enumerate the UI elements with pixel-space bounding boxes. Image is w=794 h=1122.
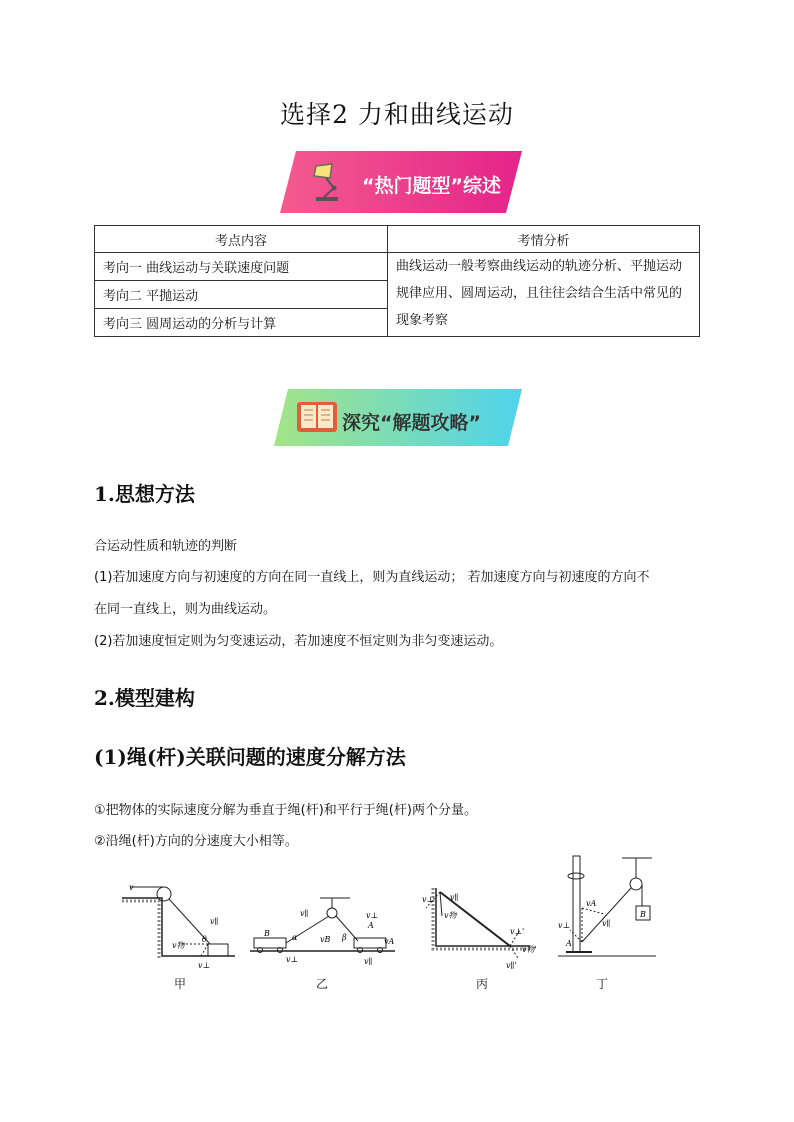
table-header-content: 考点内容 [95,226,388,253]
label-vB: vB [320,935,331,944]
section-heading: 2.模型建构 [94,686,195,710]
table-row: 考向三 圆周运动的分析与计算 [95,309,388,337]
label-v-obj-2: v物' [522,945,537,954]
label-v-perp: v⊥ [198,961,211,970]
figure-jia [120,876,240,980]
label-vA: vA [586,899,597,908]
table-header-analysis: 考情分析 [388,226,700,253]
figure-ding [552,854,662,968]
hot-topics-banner [278,150,524,214]
label-A: A [566,939,572,948]
analysis-cell: 曲线运动一般考察曲线运动的轨迹分析、平抛运动规律应用、圆周运动，且往往会结合生活中常见的现象考察 [388,253,700,337]
paragraph: (2)若加速度恒定则为匀变速运动，若加速度不恒定则为非匀变速运动。 [94,634,503,649]
paragraph: 合运动性质和轨迹的判断 [94,539,238,554]
label-v-obj-1: v物 [444,911,457,920]
label-vA: vA [384,937,395,946]
figure-label: 乙 [316,977,329,991]
label-v-par-2: v∥' [506,961,517,970]
label-beta: β [342,933,347,942]
label-v-perp-2: v⊥' [510,927,525,936]
table-row: 考向一 曲线运动与关联速度问题 [95,253,388,281]
label-v-par: v∥ [210,917,219,926]
exam-points-table [94,225,700,337]
solving-strategies-banner [272,388,524,452]
label-v-perp: v⊥ [558,921,571,930]
banner-title: “热门题型”综述 [362,175,501,197]
label-v-par: v∥ [602,919,611,928]
figure-bing [420,886,540,980]
figure-label: 丁 [596,977,609,991]
label-B: B [264,929,270,938]
page-title: 选择2 力和曲线运动 [280,100,514,129]
label-v-perp-2: v⊥ [366,911,379,920]
label-v: v [129,883,134,892]
figure-label: 甲 [174,977,187,991]
figure-yi [250,896,400,980]
subsection-heading: (1)绳(杆)关联问题的速度分解方法 [94,745,406,769]
label-v-par-1: v∥ [300,909,309,918]
paragraph: ①把物体的实际速度分解为垂直于绳(杆)和平行于绳(杆)两个分量。 [94,803,477,818]
paragraph: ②沿绳(杆)方向的分速度大小相等。 [94,834,298,849]
banner-title: 深究“解题攻略” [342,412,481,434]
table-row: 考向二 平抛运动 [95,281,388,309]
label-theta: θ [202,935,207,944]
paragraph: 在同一直线上，则为曲线运动。 [94,602,277,617]
label-B: B [640,910,646,919]
figure-label: 丙 [476,977,489,991]
label-v-perp-1: v⊥ [422,895,435,904]
paragraph: (1)若加速度方向与初速度的方向在同一直线上，则为直线运动； 若加速度方向与初速度的方向不 [94,570,650,585]
label-v-perp-1: v⊥ [286,955,299,964]
label-A: A [368,921,374,930]
label-v-obj: v物 [172,941,185,950]
label-alpha: α [292,933,298,942]
section-heading: 1.思想方法 [94,482,195,506]
label-v-par-2: v∥ [364,957,373,966]
label-v-par-1: v∥ [450,893,459,902]
